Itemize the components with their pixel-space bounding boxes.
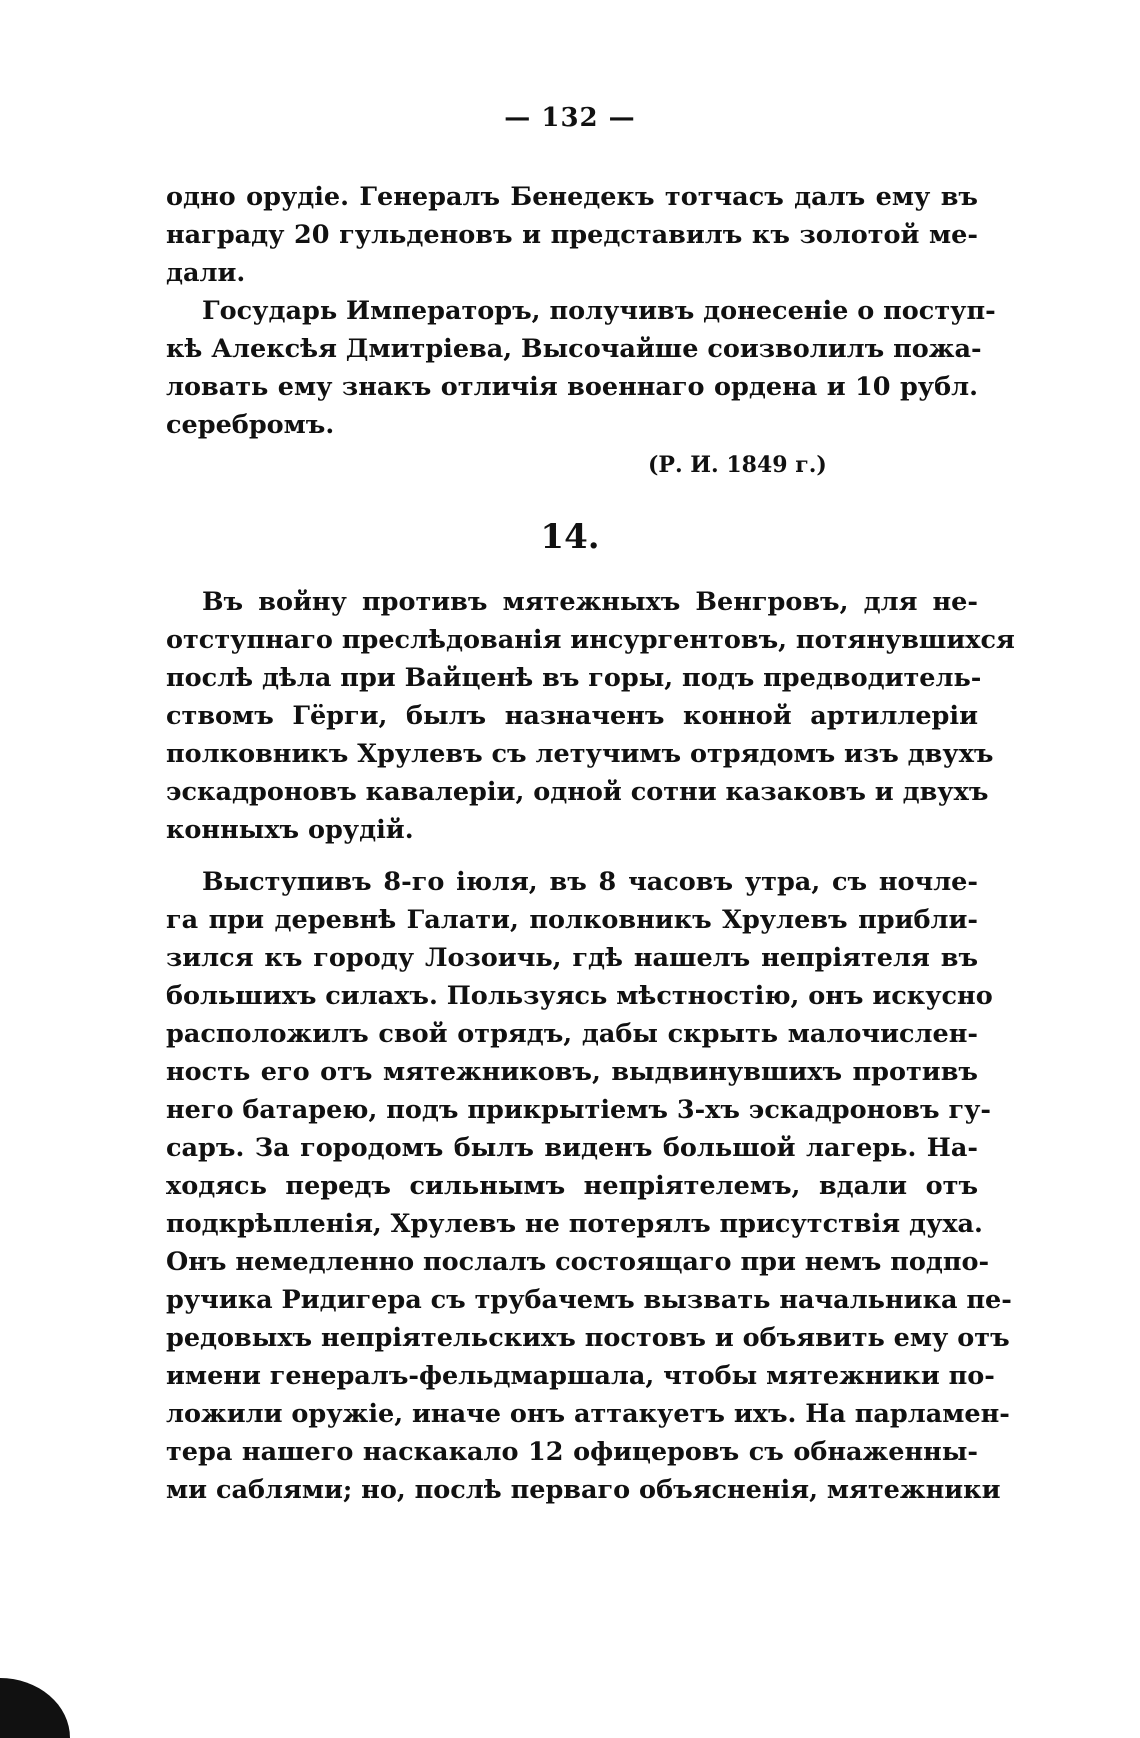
text-line: ложили оружіе, иначе онъ аттакуетъ ихъ. На парламен- [166,1399,1010,1429]
paragraph [166,863,1012,1509]
section-number: 14. [540,517,600,557]
text-line: Онъ немедленно послалъ состоящаго при немъ подпо- [166,1247,990,1277]
text-line: большихъ силахъ. Пользуясь мѣстностію, онъ искусно [166,981,993,1011]
text-line: ность его отъ мятежниковъ, выдвинувшихъ противъ [166,1057,978,1087]
text-line: дали. [166,258,246,288]
text-line: га при деревнѣ Галати, полковникъ Хрулевъ прибли- [166,905,978,935]
text-line: расположилъ свой отрядъ, дабы скрыть малочислен- [166,1019,978,1049]
text-line: зился къ городу Лозоичь, гдѣ нашелъ непріятеля въ [166,943,978,973]
text-line: него батарею, подъ прикрытіемъ 3-хъ эскадроновъ гу- [166,1095,991,1125]
text-line: полковникъ Хрулевъ съ летучимъ отрядомъ изъ двухъ [166,739,994,769]
text-line: саръ. За городомъ былъ виденъ большой лагерь. На- [166,1133,978,1163]
text-line: одно орудіе. Генералъ Бенедекъ тотчасъ далъ ему въ [166,182,978,212]
text-block-top [166,178,996,444]
page-number: — 132 — [504,103,636,133]
source-citation: (Р. И. 1849 г.) [648,452,827,478]
text-line: награду 20 гульденовъ и представилъ къ золотой ме- [166,220,978,250]
text-line: Государь Императоръ, получивъ донесеніе о поступ- [202,296,996,326]
text-line: Въ войну противъ мятежныхъ Венгровъ, для не- [202,587,978,617]
text-line: редовыхъ непріятельскихъ постовъ и объявить ему отъ [166,1323,1010,1353]
paragraph [166,583,1015,849]
text-line: подкрѣпленія, Хрулевъ не потерялъ присутствія духа. [166,1209,983,1239]
text-line: конныхъ орудій. [166,815,414,845]
text-line: Выступивъ 8-го іюля, въ 8 часовъ утра, съ ночле- [202,867,978,897]
text-line: послѣ дѣла при Вайценѣ въ горы, подъ предводитель- [166,663,982,693]
text-line: отступнаго преслѣдованія инсургентовъ, потянувшихся [166,625,1015,655]
scan-corner-stain [0,1678,70,1738]
text-line: ходясь передъ сильнымъ непріятелемъ, вдали отъ [166,1171,978,1201]
text-line: серебромъ. [166,410,335,440]
text-line: ручика Ридигера съ трубачемъ вызвать начальника пе- [166,1285,1012,1315]
text-line: ствомъ Гёрги, былъ назначенъ конной артиллеріи [166,701,978,731]
text-line: ми саблями; но, послѣ перваго объясненія, мятежники [166,1475,1001,1505]
text-line: эскадроновъ кавалеріи, одной сотни казаковъ и двухъ [166,777,989,807]
text-line: ловать ему знакъ отличія военнаго ордена и 10 рубл. [166,372,978,402]
text-line: тера нашего наскакало 12 офицеровъ съ обнаженны- [166,1437,978,1467]
text-line: кѣ Алексѣя Дмитріева, Высочайше соизволилъ пожа- [166,334,982,364]
text-line: имени генералъ-фельдмаршала, чтобы мятежники по- [166,1361,995,1391]
